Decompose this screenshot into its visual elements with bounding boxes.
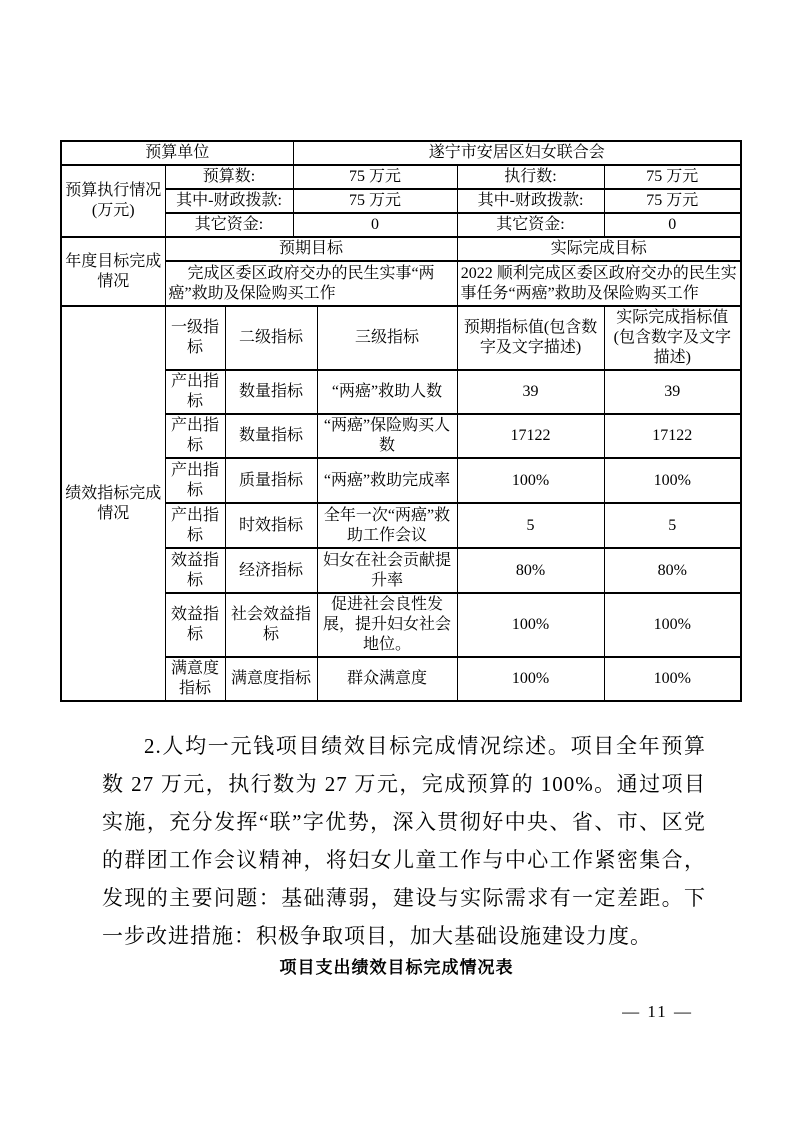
table-cell: 100% [457,657,604,701]
table-cell: 100% [604,657,741,701]
table-cell: 时效指标 [225,503,317,548]
table-cell: 满意度指标 [165,657,225,701]
table-cell: 产出指标 [165,414,225,458]
next-table-caption: 项目支出绩效目标完成情况表 [279,958,514,977]
table-cell: 17122 [604,414,741,458]
table-cell: 执行数: [457,165,604,189]
table-cell: “两癌”救助完成率 [317,458,457,503]
table-cell: 社会效益指标 [225,593,317,657]
table-cell: 效益指标 [165,548,225,593]
table-cell: 80% [457,548,604,593]
table-cell: 75 万元 [293,165,457,189]
table-cell: 0 [604,213,741,237]
actual-goal-header: 实际完成目标 [457,237,741,261]
budget-unit-value: 遂宁市安居区妇女联合会 [293,141,741,165]
table-cell: 39 [457,370,604,414]
table-cell: “两癌”保险购买人数 [317,414,457,458]
table-cell: 75 万元 [604,165,741,189]
table-row [61,237,741,261]
table-cell: 其它资金: [457,213,604,237]
performance-section-label: 绩效指标完成情况 [61,306,165,701]
table-row [61,165,741,189]
table-cell: 0 [293,213,457,237]
header-cell: 预期指标值(包含数字及文字描述) [457,306,604,370]
budget-unit-label: 预算单位 [61,141,293,165]
table-cell: 5 [457,503,604,548]
table-cell: 促进社会良性发展，提升妇女社会地位。 [317,593,457,657]
header-cell: 实际完成指标值(包含数字及文字描述) [604,306,741,370]
table-cell: 产出指标 [165,458,225,503]
table-cell: 预算数: [165,165,293,189]
table-cell: 100% [457,593,604,657]
expected-goal-text: 完成区委区政府交办的民生实事“两癌”救助及保险购买工作 [165,261,457,306]
table-cell: 75 万元 [293,189,457,213]
table-cell: 100% [457,458,604,503]
expected-goal-header: 预期目标 [165,237,457,261]
table-cell: 其中-财政拨款: [165,189,293,213]
header-cell: 三级指标 [317,306,457,370]
page-number: — 11 — [622,1002,693,1021]
table-cell: 其它资金: [165,213,293,237]
table-cell: 100% [604,458,741,503]
table-cell: 全年一次“两癌”救助工作会议 [317,503,457,548]
table-cell: 群众满意度 [317,657,457,701]
table-cell: 80% [604,548,741,593]
table-header-row [61,306,741,370]
table-cell: 39 [604,370,741,414]
annual-goal-label: 年度目标完成情况 [61,237,165,306]
table-cell: 经济指标 [225,548,317,593]
table-cell: 效益指标 [165,593,225,657]
table-cell: 数量指标 [225,370,317,414]
table-cell: 产出指标 [165,370,225,414]
table-cell: 产出指标 [165,503,225,548]
table-cell: 数量指标 [225,414,317,458]
table-cell: 5 [604,503,741,548]
table-cell: “两癌”救助人数 [317,370,457,414]
table-cell: 质量指标 [225,458,317,503]
header-cell: 一级指标 [165,306,225,370]
table-cell: 满意度指标 [225,657,317,701]
table-row [61,141,741,165]
header-cell: 二级指标 [225,306,317,370]
table-cell: 17122 [457,414,604,458]
table-cell: 75 万元 [604,189,741,213]
performance-goal-table [60,140,742,702]
actual-goal-text: 2022 顺利完成区委区政府交办的民生实事任务“两癌”救助及保险购买工作 [457,261,741,306]
table-cell: 100% [604,593,741,657]
table-cell: 妇女在社会贡献提升率 [317,548,457,593]
budget-exec-label: 预算执行情况(万元) [61,165,165,237]
table-cell: 其中-财政拨款: [457,189,604,213]
summary-paragraph: 2.人均一元钱项目绩效目标完成情况综述。项目全年预算数 27 万元，执行数为 27 万元，完成预算的 100%。通过项目实施，充分发挥“联”字优势，深入贯彻好中央、省、市、区党的群团工作会议精神，将妇女儿童工作与中心工作紧密集合，发现的主要问题：基础薄弱，建设与实际需求有一定差距。下一步改进措施：积极争取项目，加大基础设施建设力度。 [102,734,706,948]
